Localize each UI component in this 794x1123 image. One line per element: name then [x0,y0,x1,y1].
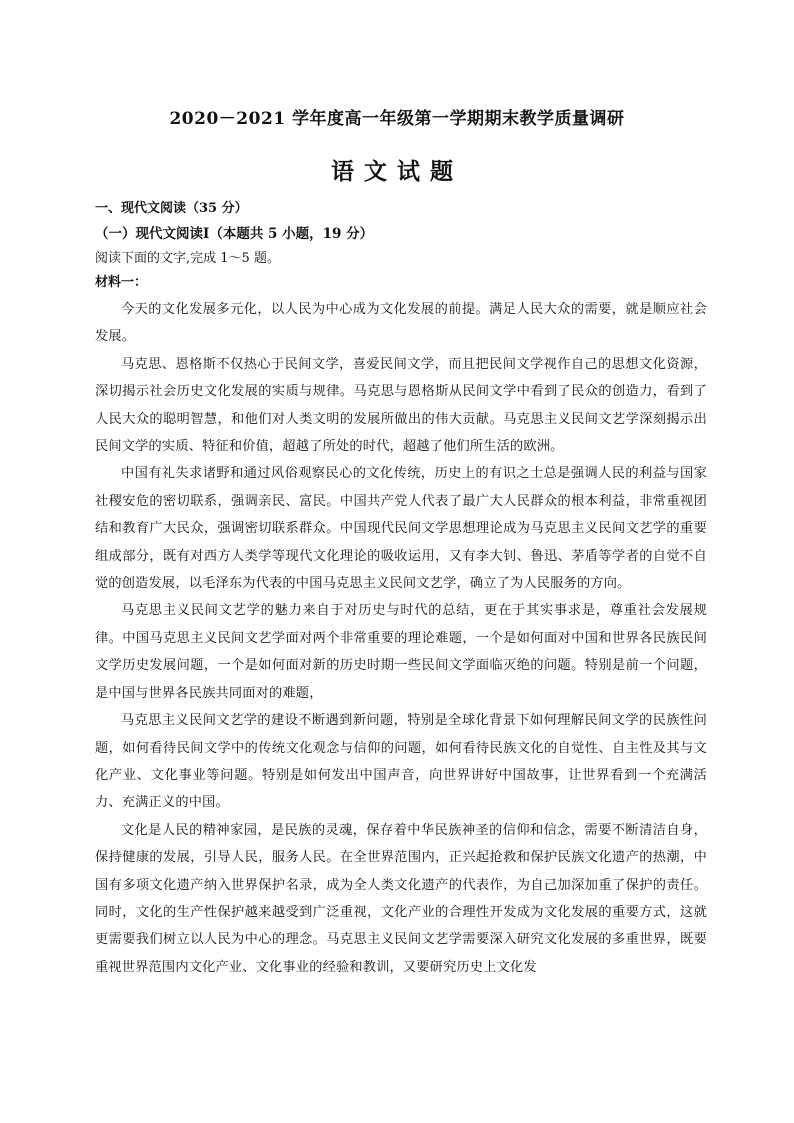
reading-instruction: 阅读下面的文字,完成 1～5 题。 [95,251,280,266]
paragraph: 中国有礼失求诸野和通过风俗观察民心的文化传统，历史上的有识之士总是强调人民的利益与国家社稷安危的密切联系，强调亲民、富民。中国共产党人代表了最广大人民群众的根本利益，非常重视团结和教育广大民众，强调密切联系群众。中国现代民间文学思想理论成为马克思主义民间文艺学的重要组成部分，既有对西方人类学等现代文化理论的吸收运用，又有李大钊、鲁迅、茅盾等学者的自觉不自觉的创造发展，以毛泽东为代表的中国马克思主义民间文艺学，确立了为人民服务的方向。 [95,466,707,592]
subject-title: 语文试题 [331,158,463,185]
paragraph: 马克思主义民间文艺学的建设不断遇到新问题，特别是全球化背景下如何理解民间文学的民族性问题，如何看待民间文学中的传统文化观念与信仰的问题，如何看待民族文化的自觉性、自主性及其与文化产业、文化事业等问题。特别是如何发出中国声音，向世界讲好中国故事，让世界看到一个充满活力、充满正义的中国。 [95,713,707,811]
exam-title: 2020－2021 学年度高一年级第一学期期末教学质量调研 [169,109,625,129]
section-heading: 一、现代文阅读（35 分） [95,201,248,216]
paragraph: 今天的文化发展多元化，以人民为中心成为文化发展的前提。满足人民大众的需要，就是顺应社会发展。 [95,302,707,345]
material-label: 材料一： [95,275,148,290]
document-body [95,198,707,981]
subsection-heading: （一）现代文阅读Ⅰ（本题共 5 小题，19 分） [95,226,374,242]
paragraph: 文化是人民的精神家园，是民族的灵魂，保存着中华民族神圣的信仰和信念，需要不断清洁自身，保持健康的发展，引导人民，服务人民。在全世界范围内，正兴起抢救和保护民族文化遗产的热潮，中国有多项文化遗产纳入世界保护名录，成为全人类文化遗产的代表作，为自己加深加重了保护的责任。同时，文化的生产性保护越来越受到广泛重视，文化产业的合理性开发成为文化发展的重要方式，这就更需要我们树立以人民为中心的理念。马克思主义民间文艺学需要深入研究文化发展的多重世界，既要重视世界范围内文化产业、文化事业的经验和教训，又要研究历史上文化发 [95,822,707,975]
paragraph: 马克思、恩格斯不仅热心于民间文学，喜爱民间文学，而且把民间文学视作自己的思想文化资源，深切揭示社会历史文化发展的实质与规律。马克思与恩格斯从民间文学中看到了民众的创造力，看到了人民大众的聪明智慧，和他们对人类文明的发展所做出的伟大贡献。马克思主义民间文艺学深刻揭示出民间文学的实质、特征和价值，超越了所处的时代，超越了他们所生活的欧洲。 [95,356,707,455]
paragraph: 马克思主义民间文艺学的魅力来自于对历史与时代的总结，更在于其实事求是，尊重社会发展规律。中国马克思主义民间文艺学面对两个非常重要的理论难题，一个是如何面对中国和世界各民族民间文学历史发展问题，一个是如何面对新的历史时期一些民间文学面临灭绝的问题。特别是前一个问题，是中国与世界各民族共同面对的难题， [95,603,707,701]
